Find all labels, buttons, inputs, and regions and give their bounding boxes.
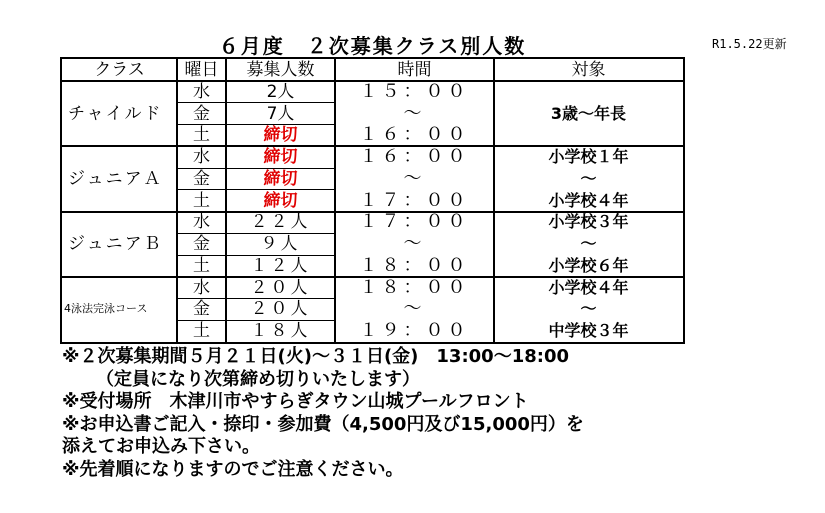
time-start: １５：００: [359, 80, 470, 102]
time-start: １７：００: [359, 211, 470, 233]
time-end: １９：００: [359, 320, 470, 342]
count-available: ９人: [260, 234, 301, 255]
target-sep: ～: [580, 299, 597, 319]
weekday: 水: [193, 212, 210, 233]
count-available: ２０人: [250, 299, 311, 320]
class-table: [60, 57, 685, 344]
time-sep: ～: [403, 233, 426, 255]
class-name: 4泳法完泳コース: [64, 302, 148, 316]
header-class: クラス: [94, 60, 145, 80]
note-location: ※受付場所 木津川市やすらぎタウン山城プールフロント: [62, 391, 529, 412]
target-start: 小学校４年: [548, 277, 629, 297]
count-available: １２人: [250, 255, 311, 276]
time-end: １７：００: [359, 189, 470, 211]
count-closed: 締切: [263, 190, 298, 211]
header-day: 曜日: [184, 60, 219, 80]
count-available: １８人: [250, 321, 311, 342]
notes: [62, 346, 584, 481]
time-end: １６：００: [359, 124, 470, 146]
count-closed: 締切: [263, 125, 298, 146]
note-application: ※お申込書ご記入・捺印・参加費（4,500円及び15,000円）を: [62, 413, 584, 435]
weekday: 金: [193, 234, 210, 255]
time-end: １８：００: [359, 254, 470, 276]
weekday: 水: [193, 277, 210, 298]
header-count: 募集人数: [246, 60, 315, 80]
weekday: 金: [193, 168, 210, 189]
count-available: ２２人: [250, 212, 311, 233]
weekday: 金: [193, 103, 210, 124]
time-sep: ～: [403, 167, 426, 189]
target-end: [494, 125, 683, 147]
target-sep: ～: [580, 234, 597, 254]
weekday: 土: [193, 190, 210, 211]
weekday: 土: [193, 255, 210, 276]
target-end: 中学校３年: [548, 321, 629, 341]
time-sep: ～: [403, 298, 426, 320]
count-available: 2人: [266, 81, 295, 102]
page-title: ６月度 ２次募集クラス別人数: [218, 34, 527, 58]
weekday: 土: [193, 321, 210, 342]
weekday: 水: [193, 147, 210, 168]
note-application-cont: 添えてお申込み下さい。: [62, 436, 260, 457]
time-sep: ～: [403, 102, 426, 124]
weekday: 水: [193, 81, 210, 102]
target-end: 小学校６年: [548, 255, 629, 275]
class-name: ジュニアＡ: [68, 168, 163, 189]
target-start: 小学校３年: [548, 212, 629, 232]
count-closed: 締切: [263, 168, 298, 189]
time-start: １６：００: [359, 146, 470, 168]
weekday: 土: [193, 125, 210, 146]
updated-date: R1.5.22更新: [712, 37, 787, 51]
header-time: 時間: [397, 60, 432, 80]
count-available: 7人: [266, 103, 295, 124]
target-start: [494, 81, 683, 103]
class-name: チャイルド: [68, 103, 163, 124]
count-available: ２０人: [250, 277, 311, 298]
target-sep: ～: [580, 168, 597, 188]
weekday: 金: [193, 299, 210, 320]
class-name: ジュニアＢ: [68, 234, 163, 255]
target-sep: 3歳～年長: [550, 103, 627, 123]
count-closed: 締切: [263, 147, 298, 168]
time-start: １８：００: [359, 276, 470, 298]
note-period: ※２次募集期間５月２１日(火)～３１日(金) 13:00～18:00: [62, 346, 569, 367]
target-end: 小学校４年: [548, 190, 629, 210]
target-start: 小学校１年: [548, 147, 629, 167]
header-target: 対象: [571, 60, 606, 80]
note-capacity: （定員になり次第締め切りいたします）: [96, 368, 420, 390]
note-first-come: ※先着順になりますのでご注意ください。: [62, 458, 404, 480]
